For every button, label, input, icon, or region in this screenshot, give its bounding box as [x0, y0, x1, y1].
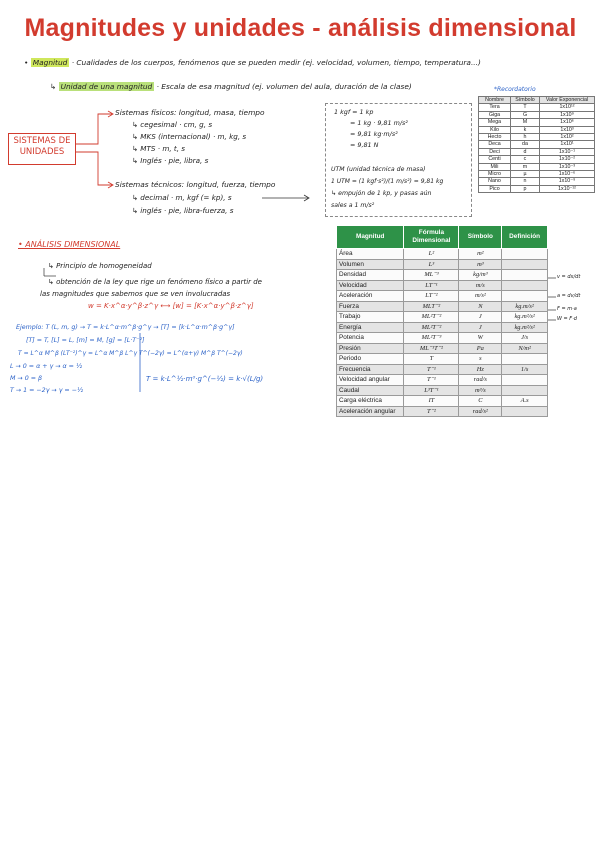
table-side-note: a = dv/dt — [557, 293, 581, 299]
magnitud-symbol: Hz — [459, 364, 502, 375]
prefix-table — [478, 96, 595, 193]
magnitud-formula: ML⁻¹T⁻² — [404, 343, 459, 354]
recordatorio-label: *Recordatorio — [494, 86, 536, 93]
magnitud-row — [337, 385, 548, 396]
analisis-line: ↳ Principio de homogeneidad — [48, 262, 152, 270]
magnitud-definition: · Cualidades de los cuerpos, fenómenos que se pueden medir (ej. velocidad, volumen, tiempo, temperatura...) — [71, 58, 481, 67]
magnitud-name: Densidad — [337, 270, 404, 281]
table-side-note: F = m·a — [557, 306, 577, 312]
prefix-row — [479, 111, 595, 118]
example-result: T = k·L^½·m⁰·g^(−½) = k·√(L/g) — [146, 375, 264, 383]
magnitud-row — [337, 354, 548, 365]
magnitud-name: Energía — [337, 322, 404, 333]
magnitudes-header: Símbolo — [459, 226, 502, 249]
analisis-heading: • ANÁLISIS DIMENSIONAL — [18, 240, 121, 249]
magnitud-formula: IT — [404, 396, 459, 407]
magnitudes-header: Fórmula Dimensional — [404, 226, 459, 249]
prefix-row — [479, 185, 595, 192]
magnitudes-table — [336, 225, 548, 417]
prefix-symbol: p — [511, 185, 540, 192]
prefix-row — [479, 178, 595, 185]
magnitud-name: Volumen — [337, 259, 404, 270]
fisico-item: ↳ cegesimal · cm, g, s — [132, 120, 213, 129]
prefix-header-row — [479, 97, 595, 104]
table-side-note: W = F·d — [557, 316, 577, 322]
prefix-name: Micro — [479, 171, 511, 178]
analisis-line: ↳ obtención de la ley que rige un fenómeno físico a partir de — [48, 278, 262, 286]
magnitudes-header: Definición — [502, 226, 548, 249]
prefix-name: Deci — [479, 148, 511, 155]
magnitud-definition: N/m² — [502, 343, 548, 354]
prefix-symbol: T — [511, 104, 540, 111]
magnitud-definition: J/s — [502, 333, 548, 344]
magnitud-row — [337, 343, 548, 354]
sistemas-box: SISTEMAS DE UNIDADES — [8, 133, 76, 165]
magnitud-row — [337, 270, 548, 281]
magnitud-name: Velocidad angular — [337, 375, 404, 386]
magnitud-definition: A.s — [502, 396, 548, 407]
magnitud-definition — [502, 354, 548, 365]
magnitud-definition — [502, 249, 548, 260]
bullet: • — [24, 58, 29, 67]
magnitud-name: Carga eléctrica — [337, 396, 404, 407]
prefix-value: 1x10⁻² — [540, 156, 595, 163]
prefix-symbol: µ — [511, 171, 540, 178]
prefix-header: Símbolo — [511, 97, 540, 104]
prefix-value: 1x10¹² — [540, 104, 595, 111]
prefix-name: Kilo — [479, 126, 511, 133]
prefix-value: 1x10⁻³ — [540, 163, 595, 170]
prefix-name: Centi — [479, 156, 511, 163]
prefix-row — [479, 171, 595, 178]
magnitud-symbol: J — [459, 322, 502, 333]
magnitud-name: Aceleración angular — [337, 406, 404, 417]
magnitud-definition: kg.m/s² — [502, 301, 548, 312]
magnitud-symbol: m³/s — [459, 385, 502, 396]
magnitud-symbol: rad/s — [459, 375, 502, 386]
kp-line: 1 kgf = 1 kp — [334, 108, 374, 116]
fisico-item: ↳ Inglés · pie, libra, s — [132, 156, 209, 165]
magnitud-name: Área — [337, 249, 404, 260]
prefix-row — [479, 119, 595, 126]
prefix-value: 1x10⁹ — [540, 111, 595, 118]
magnitud-name: Frecuencia — [337, 364, 404, 375]
magnitud-symbol: Pa — [459, 343, 502, 354]
prefix-name: Deca — [479, 141, 511, 148]
prefix-symbol: G — [511, 111, 540, 118]
kp-line: = 1 kg · 9,81 m/s² — [350, 119, 408, 127]
example-line: T → 1 = −2γ → γ = −½ — [10, 387, 84, 394]
analisis-formula: w = K·x^α·y^β·z^γ ⟷ [w] = [K·x^α·y^β·z^γ] — [88, 302, 254, 310]
magnitud-row — [337, 291, 548, 302]
prefix-symbol: n — [511, 178, 540, 185]
magnitud-definition — [502, 291, 548, 302]
prefix-name: Mili — [479, 163, 511, 170]
magnitud-definition — [502, 406, 548, 417]
magnitud-symbol: m/s² — [459, 291, 502, 302]
magnitud-row — [337, 249, 548, 260]
magnitud-row — [337, 375, 548, 386]
magnitud-symbol: m/s — [459, 280, 502, 291]
prefix-name: Tera — [479, 104, 511, 111]
magnitud-row — [337, 280, 548, 291]
magnitud-name: Aceleración — [337, 291, 404, 302]
prefix-header: Nombre — [479, 97, 511, 104]
example-line: M → 0 = β — [10, 375, 43, 382]
magnitud-formula: T⁻¹ — [404, 375, 459, 386]
magnitud-row — [337, 312, 548, 323]
magnitud-name: Velocidad — [337, 280, 404, 291]
magnitud-name: Presión — [337, 343, 404, 354]
prefix-name: Nano — [479, 178, 511, 185]
magnitud-formula: L³T⁻¹ — [404, 385, 459, 396]
magnitud-term: Magnitud — [32, 58, 68, 67]
kp-line: = 9,81 N — [350, 141, 379, 149]
prefix-row — [479, 163, 595, 170]
magnitud-definition — [502, 385, 548, 396]
magnitud-definition — [502, 270, 548, 281]
prefix-value: 1x10⁻⁹ — [540, 178, 595, 185]
prefix-symbol: d — [511, 148, 540, 155]
magnitud-symbol: s — [459, 354, 502, 365]
prefix-symbol: c — [511, 156, 540, 163]
magnitud-row — [337, 259, 548, 270]
prefix-value: 1x10¹ — [540, 141, 595, 148]
magnitud-symbol: rad/s² — [459, 406, 502, 417]
tecnico-item: ↳ inglés · pie, libra-fuerza, s — [132, 206, 234, 215]
prefix-row — [479, 104, 595, 111]
magnitud-symbol: kg/m³ — [459, 270, 502, 281]
prefix-value: 1x10⁻¹² — [540, 185, 595, 192]
magnitud-formula: ML²T⁻² — [404, 312, 459, 323]
prefix-row — [479, 156, 595, 163]
magnitud-name: Periodo — [337, 354, 404, 365]
magnitud-formula: ML⁻³ — [404, 270, 459, 281]
magnitud-symbol: J — [459, 312, 502, 323]
prefix-value: 1x10⁻⁶ — [540, 171, 595, 178]
sistemas-fisicos-title: Sistemas físicos: longitud, masa, tiempo — [115, 108, 265, 117]
magnitud-symbol: m² — [459, 249, 502, 260]
utm-line: sales a 1 m/s² — [331, 202, 375, 209]
prefix-row — [479, 126, 595, 133]
kp-line: = 9,81 kg·m/s² — [350, 130, 398, 138]
magnitud-definition — [502, 375, 548, 386]
page-title: Magnitudes y unidades - análisis dimensional — [24, 14, 577, 42]
magnitud-row — [337, 364, 548, 375]
magnitud-formula: ML²T⁻² — [404, 322, 459, 333]
prefix-symbol: M — [511, 119, 540, 126]
prefix-row — [479, 134, 595, 141]
magnitud-name: Trabajo — [337, 312, 404, 323]
magnitud-formula: L³ — [404, 259, 459, 270]
unidad-term: Unidad de una magnitud — [60, 82, 153, 91]
analisis-line: las magnitudes que sabemos que se ven involucradas — [40, 290, 231, 298]
magnitud-symbol: W — [459, 333, 502, 344]
prefix-header: Valor Exponencial — [540, 97, 595, 104]
prefix-name: Hecto — [479, 134, 511, 141]
prefix-name: Mega — [479, 119, 511, 126]
prefix-value: 1x10⁻¹ — [540, 148, 595, 155]
magnitud-formula: T⁻¹ — [404, 364, 459, 375]
example-line: L → 0 = α + γ → α = ½ — [10, 363, 83, 370]
prefix-name: Pico — [479, 185, 511, 192]
magnitud-name: Potencia — [337, 333, 404, 344]
magnitud-name: Caudal — [337, 385, 404, 396]
arrow-icon: ↳ — [50, 82, 57, 91]
prefix-row — [479, 148, 595, 155]
magnitud-formula: T⁻² — [404, 406, 459, 417]
magnitud-definition — [502, 259, 548, 270]
magnitud-definition: 1/s — [502, 364, 548, 375]
magnitudes-header: Magnitud — [337, 226, 404, 249]
prefix-row — [479, 141, 595, 148]
magnitud-formula: L² — [404, 249, 459, 260]
magnitud-row — [337, 396, 548, 407]
utm-line: UTM (unidad técnica de masa) — [331, 166, 426, 173]
sistemas-tecnicos-title: Sistemas técnicos: longitud, fuerza, tiempo — [115, 180, 276, 189]
example-line: Ejemplo: T (L, m, g) → T = k·L^α·m^β·g^γ → [T] = [k·L^α·m^β·g^γ] — [16, 324, 235, 331]
magnitud-symbol: C — [459, 396, 502, 407]
magnitud-formula: MLT⁻² — [404, 301, 459, 312]
magnitud-formula: ML²T⁻³ — [404, 333, 459, 344]
magnitud-symbol: N — [459, 301, 502, 312]
utm-line: 1 UTM = (1 kgf·s²)/(1 m/s²) = 9,81 kg — [331, 178, 444, 185]
prefix-symbol: da — [511, 141, 540, 148]
magnitudes-header-row — [337, 226, 548, 249]
prefix-value: 1x10³ — [540, 126, 595, 133]
table-side-note: v = dx/dt — [557, 274, 581, 280]
magnitud-definition: kg.m²/s² — [502, 312, 548, 323]
magnitud-row — [337, 322, 548, 333]
example-line: [T] = T, [L] = L, [m] = M, [g] = [L·T⁻²] — [26, 337, 145, 344]
magnitud-row — [337, 406, 548, 417]
prefix-value: 1x10² — [540, 134, 595, 141]
magnitud-row — [337, 333, 548, 344]
magnitud-name: Fuerza — [337, 301, 404, 312]
magnitud-symbol: m³ — [459, 259, 502, 270]
prefix-symbol: k — [511, 126, 540, 133]
magnitud-definition: kg.m²/s² — [502, 322, 548, 333]
magnitud-row — [337, 301, 548, 312]
example-line: T = L^α M^β (LT⁻²)^γ = L^α M^β L^γ T^(−2γ) = L^(α+γ) M^β T^(−2γ) — [18, 350, 243, 357]
utm-line: ↳ empujón de 1 kp, y pasas aún — [331, 190, 432, 197]
prefix-symbol: h — [511, 134, 540, 141]
fisico-item: ↳ MTS · m, t, s — [132, 144, 186, 153]
prefix-name: Giga — [479, 111, 511, 118]
fisico-item: ↳ MKS (internacional) · m, kg, s — [132, 132, 247, 141]
magnitud-formula: LT⁻¹ — [404, 280, 459, 291]
unidad-definition: · Escala de esa magnitud (ej. volumen del aula, duración de la clase) — [156, 82, 412, 91]
prefix-symbol: m — [511, 163, 540, 170]
prefix-value: 1x10⁶ — [540, 119, 595, 126]
magnitud-definition — [502, 280, 548, 291]
tecnico-item: ↳ decimal · m, kgf (= kp), s — [132, 193, 232, 202]
magnitud-formula: LT⁻² — [404, 291, 459, 302]
magnitud-formula: T — [404, 354, 459, 365]
